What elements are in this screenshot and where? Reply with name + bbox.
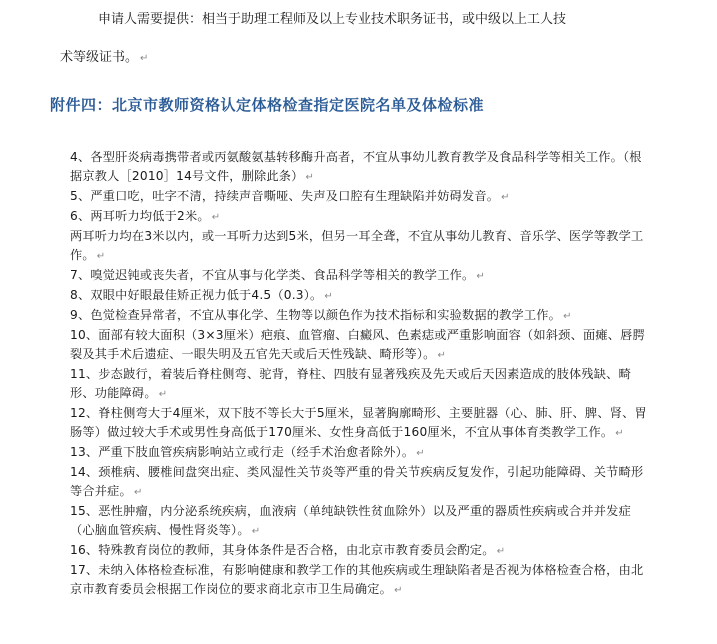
list-item-text: 10、面部有较大面积（3×3厘米）疤痕、血管瘤、白癜风、色素痣或严重影响面容（如斜颈、面瘫、唇腭裂及其手术后遗症、一眼失明及五官先天或后天性残缺、畸形等）。 <box>70 328 645 361</box>
list-item-text: 4、各型肝炎病毒携带者或丙氨酸氨基转移酶升高者，不宜从事幼儿教育教学及食品科学等相关工作。（根据京教人［2010］14号文件，删除此条） <box>70 150 642 183</box>
paragraph-mark-icon: ↵ <box>158 389 168 400</box>
list-item <box>70 443 648 463</box>
list-item-text: 6、两耳听力均低于2米。 <box>70 209 210 223</box>
section-heading: 附件四：北京市教师资格认定体格检查指定医院名单及体检标准 <box>50 96 485 114</box>
list-item <box>70 266 648 286</box>
paragraph-mark-icon: ↵ <box>211 212 221 223</box>
standards-list <box>70 148 648 600</box>
paragraph-mark-icon: ↵ <box>251 526 261 537</box>
list-item-text: 5、严重口吃，吐字不清，持续声音嘶哑、失声及口腔有生理缺陷并妨碍发音。 <box>70 189 500 203</box>
list-item <box>70 306 648 326</box>
paragraph-mark-icon: ↵ <box>324 291 333 302</box>
paragraph-mark-icon: ↵ <box>96 251 106 262</box>
list-item-text: 12、脊柱侧弯大于4厘米，双下肢不等长大于5厘米，显著胸廓畸形、主要脏器（心、肺、肝、脾、肾、胃肠等）做过较大手术或男性身高低于170厘米、女性身高低于160厘米，不宜从事体育类教学工作。 <box>70 406 647 439</box>
paragraph-mark-icon: ↵ <box>476 271 485 282</box>
paragraph-mark-icon: ↵ <box>140 53 149 64</box>
list-item <box>70 227 648 266</box>
list-item-text: 9、色觉检查异常者，不宜从事化学、生物等以颜色作为技术指标和实验数据的教学工作。 <box>70 308 562 322</box>
list-item <box>70 286 648 306</box>
paragraph-mark-icon: ↵ <box>437 350 447 361</box>
list-item <box>70 541 648 561</box>
paragraph-mark-icon: ↵ <box>416 448 425 459</box>
paragraph-mark-icon: ↵ <box>305 172 315 183</box>
list-item <box>70 326 648 365</box>
list-item-text: 16、特殊教育岗位的教师，其身体条件是否合格，由北京市教育委员会酌定。 <box>70 543 495 557</box>
intro-line-2: 术等级证书。 ↵ <box>60 50 149 65</box>
list-item <box>70 148 648 187</box>
paragraph-mark-icon: ↵ <box>563 311 572 322</box>
list-item-text: 15、恶性肿瘤，内分泌系统疾病，血液病（单纯缺铁性贫血除外）以及严重的器质性疾病或合并并发症（心脑血管疾病、慢性肾炎等）。 <box>70 504 631 537</box>
paragraph-mark-icon: ↵ <box>496 546 506 557</box>
paragraph-mark-icon: ↵ <box>394 585 403 596</box>
intro-line-1: 申请人需要提供：相当于助理工程师及以上专业技术职务证书，或中级以上工人技 <box>98 12 567 27</box>
list-item <box>70 365 648 404</box>
list-item <box>70 561 648 600</box>
list-item-text: 17、未纳入体格检查标准，有影响健康和教学工作的其他疾病或生理缺陷者是否视为体格检查合格，由北京市教育委员会根据工作岗位的要求商北京市卫生局确定。 <box>70 563 644 596</box>
paragraph-mark-icon: ↵ <box>501 192 510 203</box>
list-item-text: 7、嗅觉迟钝或丧失者，不宜从事与化学类、食品科学等相关的教学工作。 <box>70 268 475 282</box>
list-item-text: 11、步态跛行，着装后脊柱侧弯、驼背，脊柱、四肢有显著残疾及先天或后天因素造成的肢体残缺、畸形、功能障碍。 <box>70 367 631 400</box>
list-item-text: 14、颈椎病、腰椎间盘突出症、类风湿性关节炎等严重的骨关节疾病反复发作，引起功能障碍、关节畸形等合并症。 <box>70 465 644 498</box>
paragraph-mark-icon: ↵ <box>133 487 143 498</box>
list-item-text: 13、严重下肢血管疾病影响站立或行走（经手术治愈者除外）。 <box>70 445 415 459</box>
list-item-text: 8、双眼中好眼最佳矫正视力低于4.5（0.3）。 <box>70 288 323 302</box>
list-item <box>70 187 648 207</box>
list-item <box>70 404 648 443</box>
list-item <box>70 207 648 227</box>
list-item <box>70 502 648 541</box>
list-item <box>70 463 648 502</box>
intro-paragraph <box>60 7 660 72</box>
list-item-text: 两耳听力均在3米以内，或一耳听力达到5米，但另一耳全聋，不宜从事幼儿教育、音乐学、医学等教学工作。 <box>70 229 644 262</box>
paragraph-mark-icon: ↵ <box>615 428 624 439</box>
